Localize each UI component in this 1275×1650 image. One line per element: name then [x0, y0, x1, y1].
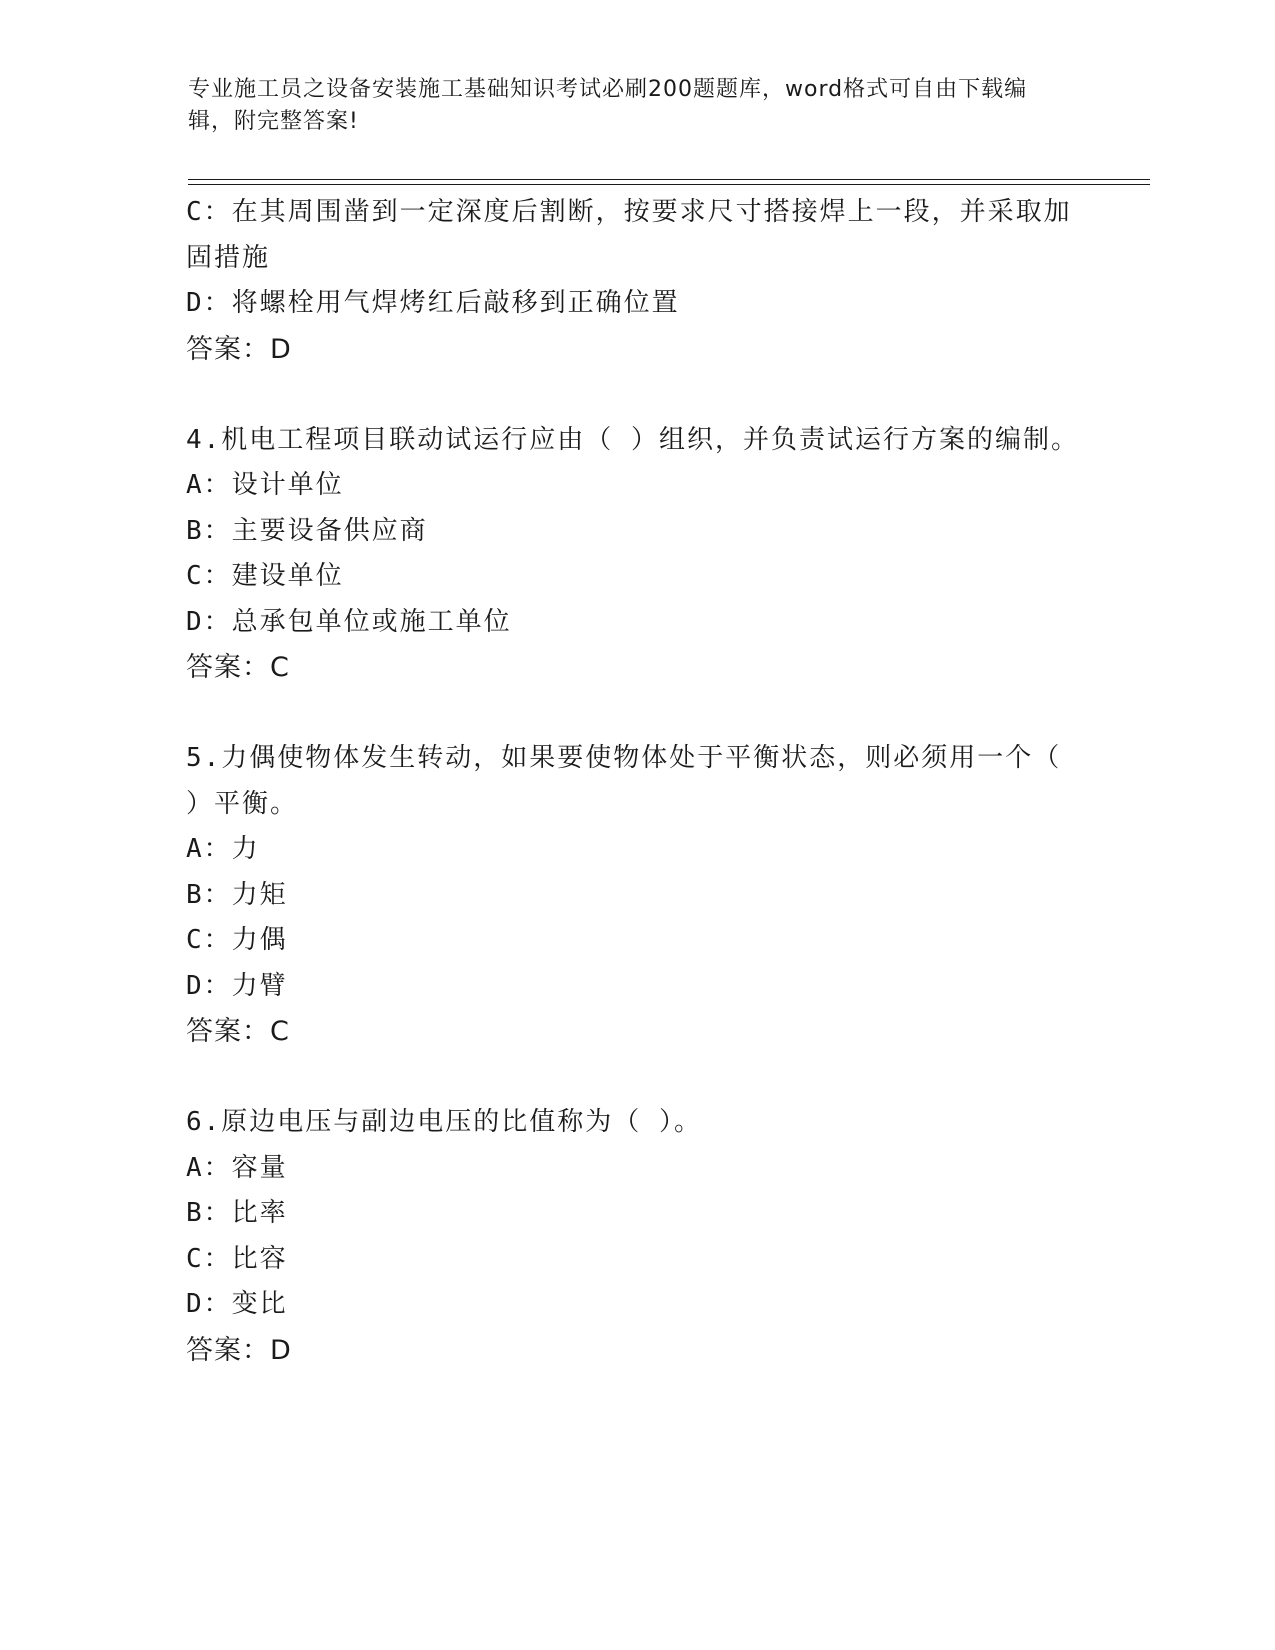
- spacer: [186, 372, 1086, 418]
- answer: 答案：D: [186, 1334, 292, 1366]
- option-d: D：将螺栓用气焊烤红后敲移到正确位置: [186, 288, 680, 318]
- option-c: C：比容: [186, 1243, 288, 1274]
- answer: 答案：D: [186, 333, 292, 365]
- option-d: D：力臂: [186, 970, 288, 1001]
- option-d: D：总承包单位或施工单位: [186, 606, 512, 637]
- document-body: [186, 190, 1086, 1373]
- question-3-continued: [186, 190, 1086, 372]
- answer: 答案：C: [186, 652, 290, 683]
- document-header: [188, 74, 1068, 138]
- option-a: A：力: [186, 834, 260, 864]
- option-d: D：变比: [186, 1289, 288, 1319]
- header-divider-bottom: [188, 184, 1150, 185]
- question-5: [186, 736, 1086, 1055]
- spacer: [186, 1055, 1086, 1101]
- question-stem: 5.力偶使物体发生转动，如果要使物体处于平衡状态，则必须用一个（ ）平衡。: [186, 743, 1079, 819]
- question-stem: 6.原边电压与副边电压的比值称为（ ）。: [186, 1107, 702, 1137]
- header-divider-top: [188, 179, 1150, 180]
- option-b: B：力矩: [186, 879, 288, 910]
- spacer: [186, 691, 1086, 737]
- question-6: [186, 1100, 1086, 1373]
- question-stem: 4.机电工程项目联动试运行应由（ ）组织，并负责试运行方案的编制。: [186, 424, 1079, 455]
- option-b: B：比率: [186, 1198, 288, 1228]
- option-c: C：在其周围凿到一定深度后割断，按要求尺寸搭接焊上一段，并采取加固措施: [186, 197, 1072, 273]
- header-title: 专业施工员之设备安装施工基础知识考试必刷200题题库，word格式可自由下载编辑，附完整答案!: [188, 77, 1028, 134]
- question-4: [186, 418, 1086, 691]
- option-a: A：设计单位: [186, 470, 344, 500]
- option-b: B：主要设备供应商: [186, 515, 428, 546]
- option-a: A：容量: [186, 1152, 288, 1183]
- answer: 答案：C: [186, 1016, 290, 1047]
- option-c: C：力偶: [186, 925, 288, 955]
- option-c: C：建设单位: [186, 561, 344, 591]
